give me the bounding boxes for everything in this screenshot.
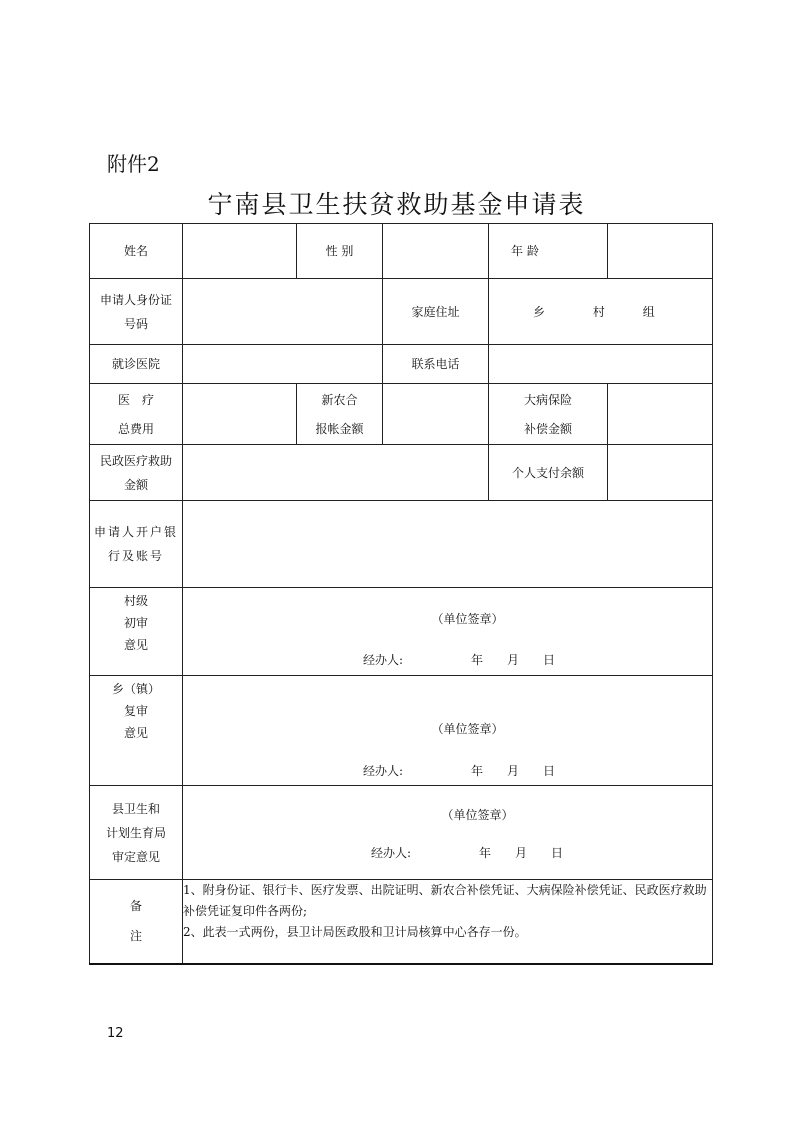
ncms-line1: 新农合 bbox=[321, 393, 358, 407]
page-number: 12 bbox=[107, 1026, 124, 1041]
village-label bbox=[90, 588, 183, 676]
attachment-label: 附件2 bbox=[107, 152, 160, 176]
phone-label: 联系电话 bbox=[383, 345, 489, 384]
address-field[interactable] bbox=[489, 279, 713, 345]
township-line3: 意见 bbox=[123, 726, 148, 740]
row-hospital-phone bbox=[90, 345, 713, 384]
remarks-label-line2: 注 bbox=[129, 929, 142, 944]
bank-label bbox=[90, 501, 183, 588]
village-line2: 初审 bbox=[123, 616, 148, 630]
total-cost-line1: 医 疗 bbox=[117, 393, 154, 407]
civil-aid-field[interactable] bbox=[183, 445, 489, 501]
row-costs bbox=[90, 384, 713, 445]
personal-payment-label: 个人支付余额 bbox=[489, 445, 608, 501]
row-bank bbox=[90, 501, 713, 588]
hospital-field[interactable] bbox=[183, 345, 383, 384]
remarks-content bbox=[183, 880, 713, 964]
id-label bbox=[90, 279, 183, 345]
township-handler: 经办人: bbox=[363, 764, 404, 778]
id-label-line2: 号码 bbox=[123, 316, 148, 331]
address-township: 乡 bbox=[533, 305, 546, 319]
address-group: 组 bbox=[642, 305, 655, 319]
total-cost-label bbox=[90, 384, 183, 445]
personal-payment-field[interactable] bbox=[608, 445, 713, 501]
bank-line1: 申请人开户银 bbox=[93, 525, 178, 539]
row-remarks bbox=[90, 880, 713, 964]
id-label-line1: 申请人身份证 bbox=[99, 292, 172, 307]
total-cost-line2: 总费用 bbox=[117, 422, 154, 436]
application-form-table bbox=[89, 223, 713, 965]
critical-line1: 大病保险 bbox=[524, 393, 573, 407]
bank-line2: 行及账号 bbox=[107, 549, 164, 563]
total-cost-field[interactable] bbox=[183, 384, 297, 445]
township-line2: 复审 bbox=[123, 704, 148, 718]
remarks-item-2: 2、此表一式两份，县卫计局医政股和卫计局核算中心各存一份。 bbox=[183, 925, 527, 939]
county-handler: 经办人: bbox=[371, 846, 412, 860]
village-date: 年 月 日 bbox=[471, 653, 556, 667]
civil-aid-label bbox=[90, 445, 183, 501]
township-line1: 乡（镇） bbox=[111, 682, 160, 696]
remarks-label-line1: 备 bbox=[129, 899, 142, 914]
name-field[interactable] bbox=[183, 224, 297, 279]
critical-insurance-label bbox=[489, 384, 608, 445]
gender-label: 性 别 bbox=[297, 224, 383, 279]
county-line1: 县卫生和 bbox=[111, 801, 160, 816]
remarks-item-1: 1、附身份证、银行卡、医疗发票、出院证明、新农合补偿凭证、大病保险补偿凭证、民政医疗救助补偿凭证复印件各两份; bbox=[183, 883, 707, 918]
address-label: 家庭住址 bbox=[383, 279, 489, 345]
age-label: 年 龄 bbox=[489, 224, 608, 279]
name-label: 姓名 bbox=[90, 224, 183, 279]
row-civil-aid bbox=[90, 445, 713, 501]
village-handler: 经办人: bbox=[363, 653, 404, 667]
remarks-label bbox=[90, 880, 183, 964]
county-label bbox=[90, 786, 183, 880]
form-title: 宁南县卫生扶贫救助基金申请表 bbox=[207, 190, 586, 219]
ncms-line2: 报帐金额 bbox=[315, 422, 364, 436]
township-seal: （单位签章） bbox=[431, 722, 504, 736]
hospital-label: 就诊医院 bbox=[90, 345, 183, 384]
county-date: 年 月 日 bbox=[479, 846, 564, 860]
critical-line2: 补偿金额 bbox=[524, 422, 573, 436]
county-opinion-field[interactable] bbox=[183, 786, 713, 880]
civil-aid-line1: 民政医疗救助 bbox=[99, 453, 172, 468]
row-basic-info bbox=[90, 224, 713, 279]
county-seal: （单位签章） bbox=[441, 808, 514, 822]
bank-account-field[interactable] bbox=[183, 501, 713, 588]
village-line3: 意见 bbox=[123, 638, 148, 652]
township-date: 年 月 日 bbox=[471, 764, 556, 778]
township-opinion-field[interactable] bbox=[183, 676, 713, 786]
ncms-label bbox=[297, 384, 383, 445]
gender-field[interactable] bbox=[383, 224, 489, 279]
row-county-opinion bbox=[90, 786, 713, 880]
village-line1: 村级 bbox=[123, 594, 148, 608]
row-village-opinion bbox=[90, 588, 713, 676]
phone-field[interactable] bbox=[489, 345, 713, 384]
village-seal: （单位签章） bbox=[431, 612, 504, 626]
township-label bbox=[90, 676, 183, 786]
civil-aid-line2: 金额 bbox=[123, 477, 148, 492]
address-village: 村 bbox=[592, 305, 605, 319]
id-number-field[interactable] bbox=[183, 279, 383, 345]
county-line2: 计划生育局 bbox=[105, 825, 166, 840]
row-township-opinion bbox=[90, 676, 713, 786]
age-field[interactable] bbox=[608, 224, 713, 279]
county-line3: 审定意见 bbox=[111, 849, 160, 864]
critical-insurance-field[interactable] bbox=[608, 384, 713, 445]
row-id-address bbox=[90, 279, 713, 345]
village-opinion-field[interactable] bbox=[183, 588, 713, 676]
ncms-field[interactable] bbox=[383, 384, 489, 445]
